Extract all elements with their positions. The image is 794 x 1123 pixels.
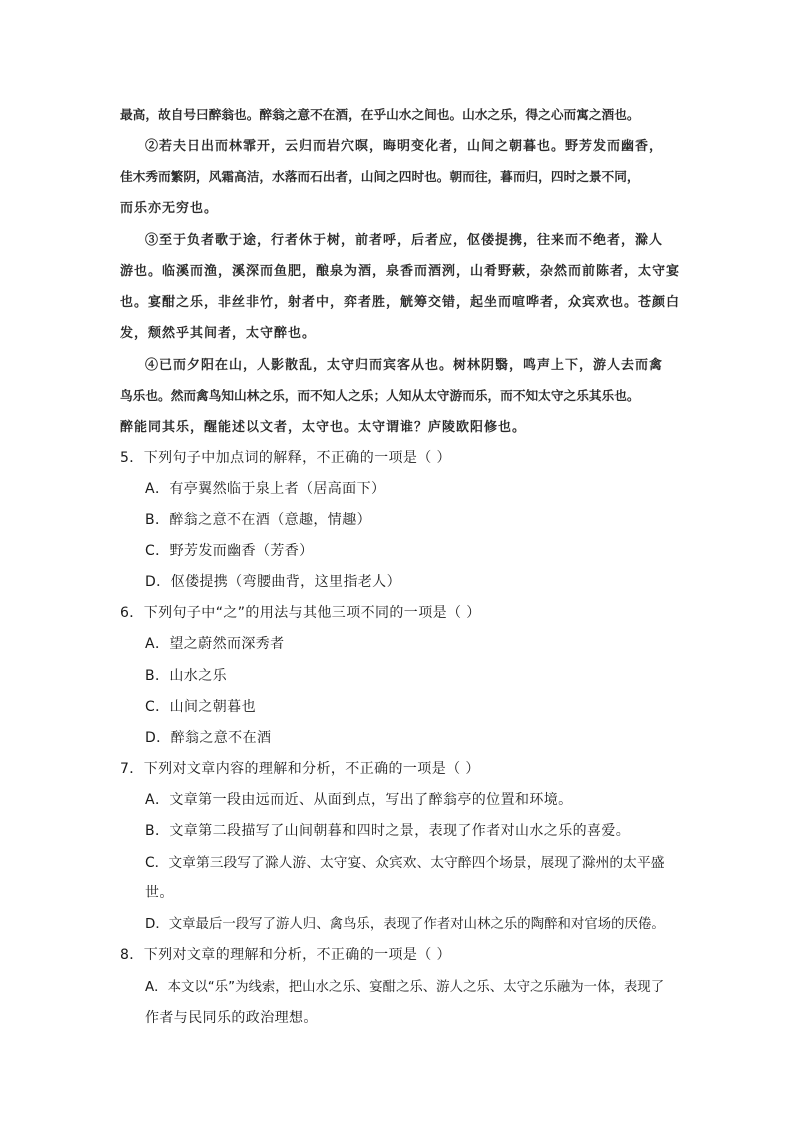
passage-line: ④已而夕阳在山，人影散乱，太守归而宾客从也。树林阴翳，鸣声上下，游人去而禽 [145, 358, 664, 373]
answer-option: C．文章第三段写了滁人游、太守宴、众宾欢、太守醉四个场景，展现了滁州的太平盛 [145, 855, 665, 871]
passage-line: 醉能同其乐，醒能述以文者，太守也。太守谓谁？庐陵欧阳修也。 [120, 420, 527, 435]
answer-option: D．伛偻提携（弯腰曲背，这里指老人） [145, 574, 401, 590]
answer-option: C．野芳发而幽香（芳香） [145, 543, 314, 559]
passage-line: 发，颓然乎其间者，太守醉也。 [120, 326, 317, 341]
answer-option: A．有亭翼然临于泉上者（居高面下） [145, 481, 386, 497]
passage-line: 佳木秀而繁阴，风霜高洁，水落而石出者，山间之四时也。朝而往，暮而归，四时之景不同， [120, 169, 640, 184]
passage-line: 也。宴酣之乐，非丝非竹，射者中，弈者胜，觥筹交错，起坐而喧哗者，众宾欢也。苍颜白 [120, 295, 681, 310]
answer-option: B．文章第二段描写了山间朝暮和四时之景，表现了作者对山水之乐的喜爱。 [145, 823, 631, 839]
question-stem: 8．下列对文章的理解和分析，不正确的一项是（ ） [120, 947, 451, 963]
answer-option: A．本文以“乐”为线索，把山水之乐、宴酣之乐、游人之乐、太守之乐融为一体，表现了 [145, 980, 665, 995]
answer-option: 作者与民同乐的政治理想。 [145, 1010, 318, 1026]
passage-line: 游也。临溪而渔，溪深而鱼肥，酿泉为酒，泉香而酒洌，山肴野蔌，杂然而前陈者，太守宴 [120, 264, 681, 279]
answer-option: D．文章最后一段写了游人归、禽鸟乐，表现了作者对山林之乐的陶醉和对官场的厌倦。 [145, 917, 665, 932]
passage-line: 而乐亦无穷也。 [120, 201, 219, 216]
answer-option: 世。 [145, 885, 174, 901]
question-stem: 7．下列对文章内容的理解和分析，不正确的一项是（ ） [120, 761, 480, 777]
answer-option: B．山水之乐 [145, 668, 228, 684]
answer-option: A．文章第一段由远而近、从面到点，写出了醉翁亭的位置和环境。 [145, 792, 573, 808]
answer-option: D．醉翁之意不在酒 [145, 730, 272, 746]
answer-option: A．望之蔚然而深秀者 [145, 636, 285, 652]
answer-option: C．山间之朝暮也 [145, 699, 256, 715]
passage-line: 最高，故自号曰醉翁也。醉翁之意不在酒，在乎山水之间也。山水之乐，得之心而寓之酒也。 [120, 107, 640, 122]
answer-option: B．醉翁之意不在酒（意趣，情趣） [145, 512, 372, 528]
passage-line: ③至于负者歌于途，行者休于树，前者呼，后者应，伛偻提携，往来而不绝者，滁人 [145, 233, 664, 248]
question-stem: 5．下列句子中加点词的解释，不正确的一项是（ ） [120, 450, 451, 466]
question-stem: 6．下列句子中“之”的用法与其他三项不同的一项是（ ） [120, 605, 481, 621]
passage-line: ②若夫日出而林霏开，云归而岩穴暝，晦明变化者，山间之朝暮也。野芳发而幽香， [145, 139, 664, 154]
passage-line: 鸟乐也。然而禽鸟知山林之乐，而不知人之乐；人知从太守游而乐，而不知太守之乐其乐也。 [120, 388, 640, 403]
